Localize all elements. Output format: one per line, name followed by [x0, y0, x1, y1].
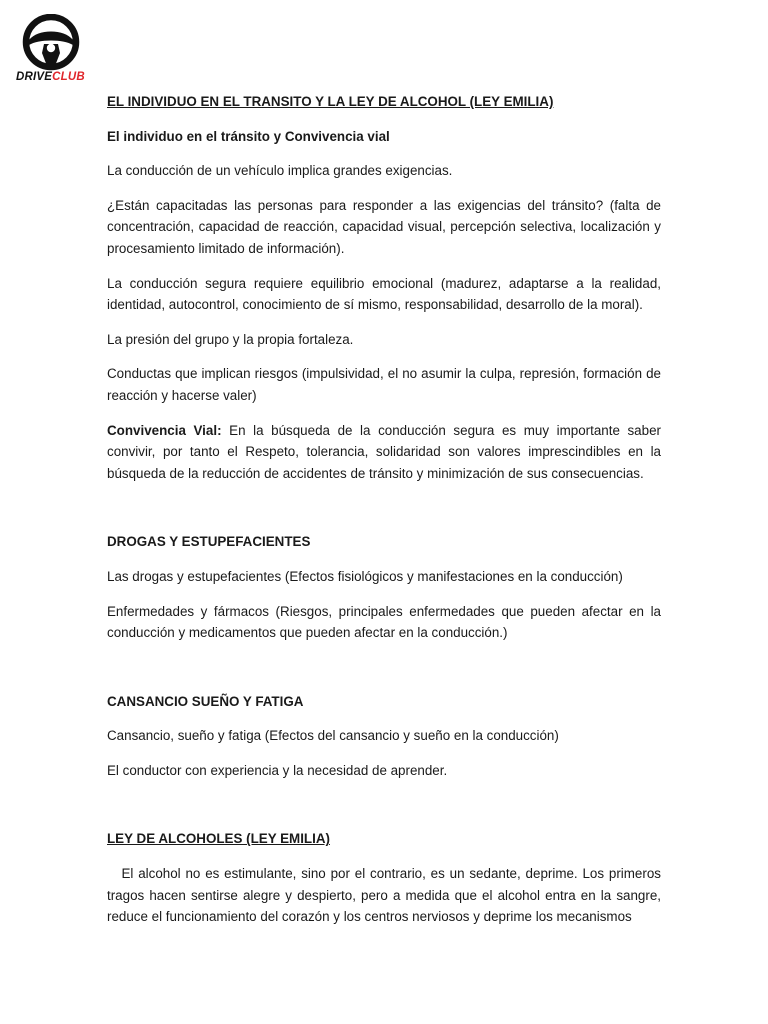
brand-name — [16, 71, 85, 83]
paragraph: La presión del grupo y la propia fortaleza. — [107, 331, 354, 347]
brand-name-drive: DRIVE — [16, 71, 53, 83]
paragraph: La conducción segura requiere equilibrio emocional (madurez, adaptarse a la realidad, identidad, autocontrol, conocimiento de sí mismo, responsabilidad, desarrollo de la moral). — [107, 275, 661, 313]
paragraph: Conductas que implican riesgos (impulsividad, el no asumir la culpa, represión, formación de reacción y hacerse valer) — [107, 366, 661, 403]
paragraph: El conductor con experiencia y la necesidad de aprender. — [107, 762, 448, 778]
steering-wheel-icon — [22, 14, 80, 72]
paragraph: Enfermedades y fármacos (Riesgos, principales enfermedades que pueden afectar en la conducción y medicamentos que pueden afectar en la conducción.) — [107, 603, 661, 641]
document-body — [107, 91, 665, 941]
section-heading-ley-alcoholes: LEY DE ALCOHOLES (LEY EMILIA) — [107, 831, 330, 847]
section-subtitle: El individuo en el tránsito y Convivencia vial — [107, 128, 390, 144]
paragraph: Las drogas y estupefacientes (Efectos fisiológicos y manifestaciones en la conducción) — [107, 568, 623, 584]
driveclub-logo — [14, 14, 88, 86]
paragraph: ¿Están capacitadas las personas para responder a las exigencias del tránsito? (falta de concentración, capacidad de reacción, capacidad visual, percepción selectiva, localización y procesamiento limitado de información). — [107, 197, 661, 256]
paragraph: La conducción de un vehículo implica grandes exigencias. — [107, 163, 453, 179]
brand-name-club: CLUB — [52, 71, 85, 83]
paragraph-lead: Convivencia Vial: — [107, 422, 222, 438]
paragraph: El alcohol no es estimulante, sino por el contrario, es un sedante, deprime. Los primeros tragos hacen sentirse alegre y despierto, pero a medida que el alcohol entra en la sangre, reduce el funcionamiento del corazón y los centros nerviosos y deprime los mecanismos — [107, 866, 665, 925]
paragraph-convivencia-vial — [107, 420, 661, 485]
paragraph-body: En la búsqueda de la conducción segura es muy importante saber convivir, por tanto el Respeto, tolerancia, solidaridad son valores imprescindibles en la búsqueda de la reducción de accidentes de tránsito y minimización de sus consecuencias. — [107, 422, 661, 481]
document-title: EL INDIVIDUO EN EL TRANSITO Y LA LEY DE ALCOHOL (LEY EMILIA) — [107, 94, 554, 109]
section-heading-drogas: DROGAS Y ESTUPEFACIENTES — [107, 534, 311, 550]
section-heading-cansancio: CANSANCIO SUEÑO Y FATIGA — [107, 693, 304, 709]
paragraph: Cansancio, sueño y fatiga (Efectos del cansancio y sueño en la conducción) — [107, 728, 559, 744]
